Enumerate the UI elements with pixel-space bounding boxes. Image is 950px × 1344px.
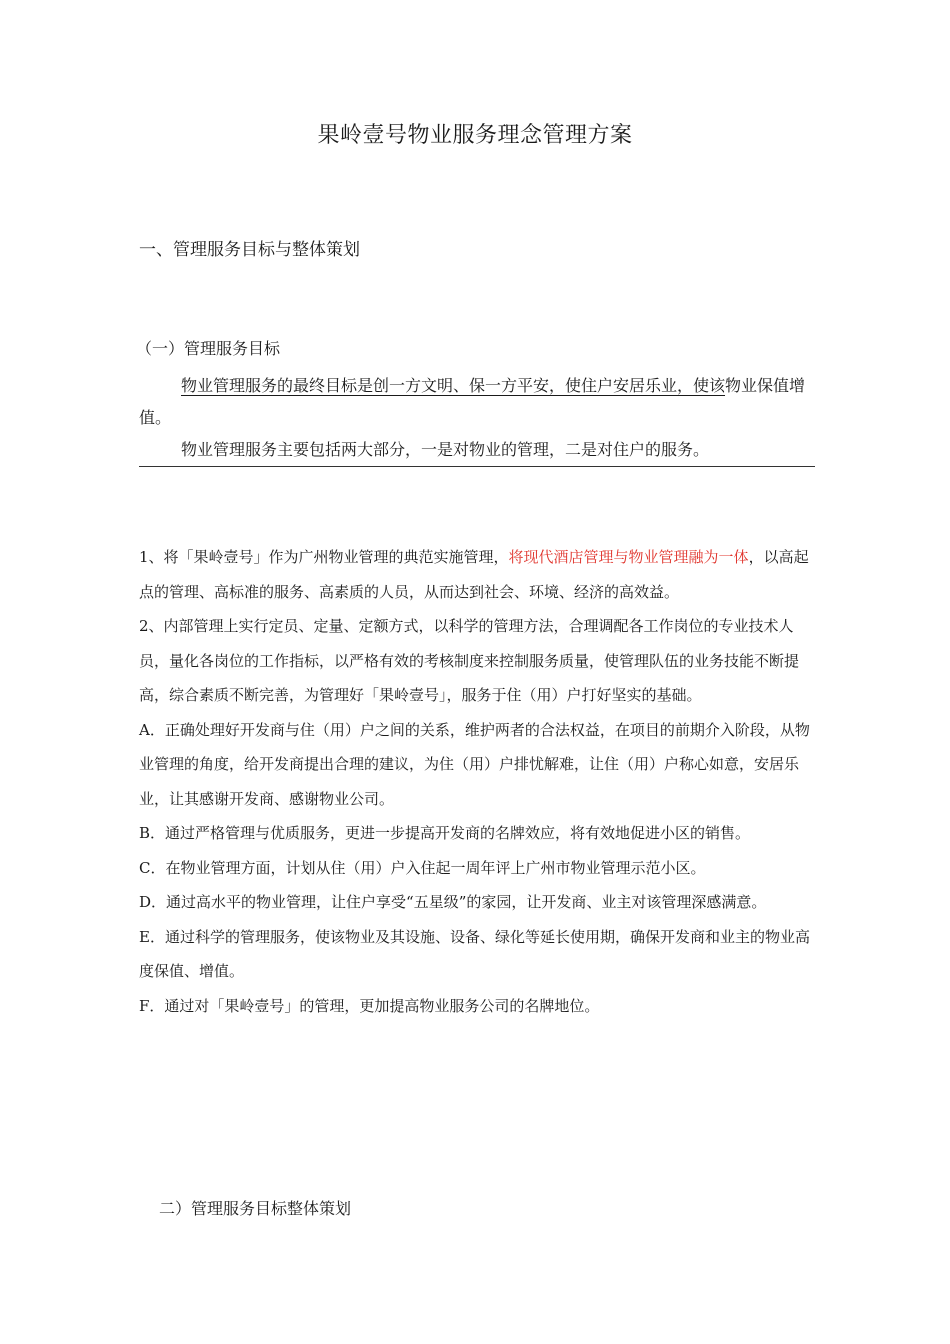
goal-items-list	[139, 540, 821, 1023]
list-item-B: B．通过严格管理与优质服务，更进一步提高开发商的名牌效应，将有效地促进小区的销售。	[139, 824, 751, 842]
item-1-text-post: ，以高起点的管理、高标准的服务、高素质的人员，从而达到社会、环境、经济的高效益。	[139, 548, 809, 601]
list-item-E: E．通过科学的管理服务，使该物业及其设施、设备、绿化等延长使用期，确保开发商和业主的物业高度保值、增值。	[139, 927, 810, 980]
document-title: 果岭壹号物业服务理念管理方案	[317, 123, 633, 148]
item-1-highlight: 将现代酒店管理与物业管理融为一体	[508, 548, 749, 566]
list-item-1	[139, 540, 821, 609]
item-1-text-pre: 1、将「果岭壹号」作为广州物业管理的典范实施管理，	[139, 548, 509, 566]
goal-block	[139, 370, 819, 467]
list-item-D: D．通过高水平的物业管理，让住户享受“五星级”的家园，让开发商、业主对该管理深感满意。	[139, 893, 767, 911]
subsection-heading-goals: （一）管理服务目标	[136, 339, 281, 358]
list-item-C: C．在物业管理方面，计划从住（用）户入住起一周年评上广州市物业管理示范小区。	[139, 858, 706, 877]
list-item-2: 2、内部管理上实行定员、定量、定额方式，以科学的管理方法，合理调配各工作岗位的专业技术人员，量化各岗位的工作指标，以严格有效的考核制度来控制服务质量，使管理队伍的业务技能不断提高，综合素质不断完善，为管理好「果岭壹号」，服务于住（用）户打好坚实的基础。	[139, 617, 800, 704]
goal-paragraph-1-rest: 物业保值增值。	[139, 376, 806, 427]
goal-paragraph-1	[139, 370, 819, 434]
list-item-A: A．正确处理好开发商与住（用）户之间的关系，维护两者的合法权益，在项目的前期介入阶段，从物业管理的角度，给开发商提出合理的建议，为住（用）户排忧解难，让住（用）户称心如意，安居乐业，让其感谢开发商、感谢物业公司。	[139, 720, 810, 808]
goal-paragraph-2: 物业管理服务主要包括两大部分，一是对物业的管理，二是对住户的服务。	[139, 434, 815, 467]
list-item-F: F．通过对「果岭壹号」的管理，更加提高物业服务公司的名牌地位。	[139, 996, 600, 1015]
subsection-heading-planning: 二）管理服务目标整体策划	[159, 1199, 352, 1218]
goal-paragraph-1-underlined: 物业管理服务的最终目标是创一方文明、保一方平安，使住户安居乐业，使该	[181, 376, 726, 395]
section-heading-1: 一、管理服务目标与整体策划	[139, 240, 360, 260]
